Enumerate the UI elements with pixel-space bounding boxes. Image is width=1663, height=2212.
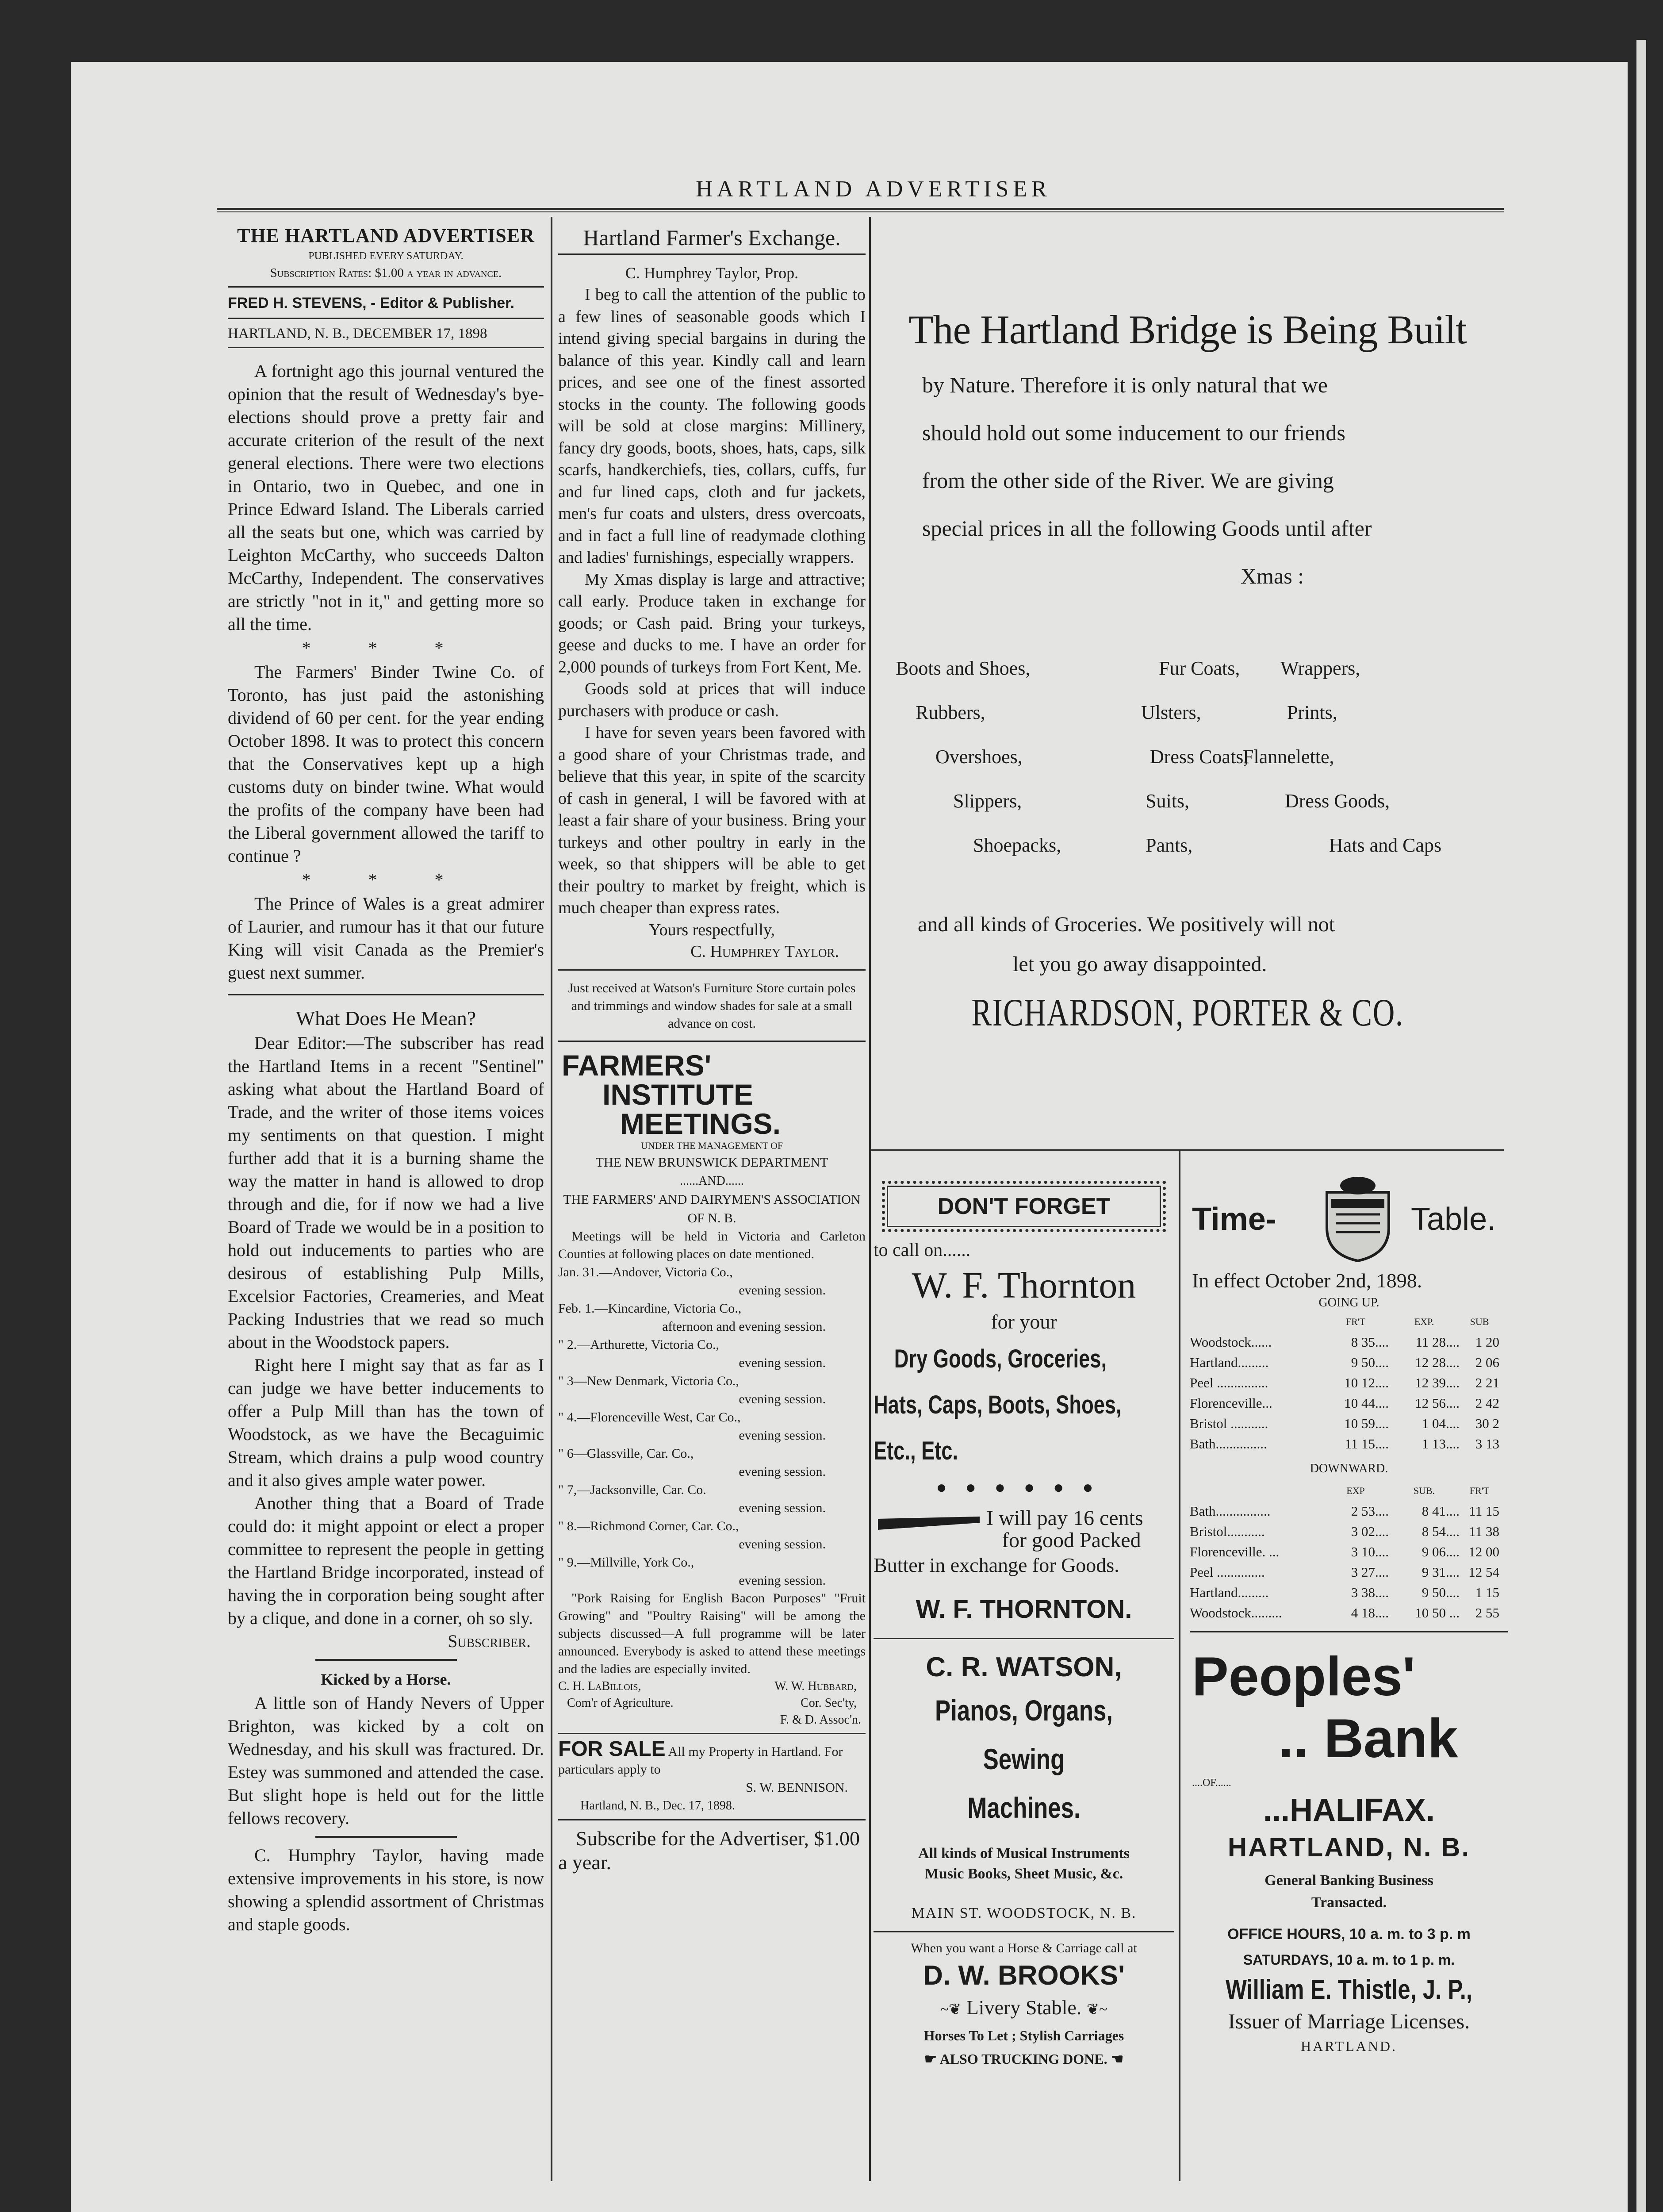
exchange-closing: Yours respectfully, [649, 920, 775, 939]
timetable-downward: DOWNWARD. [1310, 1462, 1388, 1475]
fim-meeting-date: " 9.—Millville, York Co., [558, 1555, 694, 1570]
rule [1190, 1631, 1508, 1632]
column-rule-2 [869, 217, 871, 2181]
timetable-station: Bath................ [1190, 1503, 1271, 1519]
brooks-trucking-line [874, 2047, 1174, 2071]
timetable-time: 3 13 [1475, 1436, 1499, 1452]
timetable-row [1190, 1603, 1499, 1623]
for-sale-title: FOR SALE [558, 1737, 666, 1761]
timetable-time: 1 20 [1475, 1334, 1499, 1350]
rule [874, 1931, 1174, 1932]
bridge-goods-item: Boots and Shoes, [896, 657, 1031, 679]
rule [228, 286, 544, 288]
bank-line-1: Peoples' [1192, 1646, 1416, 1707]
timetable-time: 12 54 [1468, 1564, 1499, 1580]
bank-city: ...HALIFAX. [1263, 1793, 1435, 1828]
timetable-time: 11 15.... [1345, 1436, 1389, 1452]
bank-line-2: .. Bank [1278, 1708, 1458, 1769]
brooks-stable-line [874, 1993, 1174, 2024]
fim-meeting-date: " 3—New Denmark, Victoria Co., [558, 1373, 739, 1388]
fim-intro: Meetings will be held in Victoria and Carleton Counties at following places on date mentioned. [558, 1229, 866, 1261]
fim-under: UNDER THE MANAGEMENT OF [640, 1140, 783, 1151]
fim-meeting-date: " 7,—Jacksonville, Car. Co. [558, 1482, 706, 1497]
timetable-time: 11 28.... [1415, 1334, 1460, 1350]
watson-name: C. R. WATSON, [926, 1652, 1122, 1682]
watson-line-2: Machines. [967, 1791, 1081, 1824]
fim-meeting-session: evening session. [739, 1536, 826, 1551]
column-2 [558, 223, 866, 1874]
timetable-station: Florenceville. ... [1190, 1544, 1280, 1559]
timetable-time: 2 06 [1475, 1355, 1499, 1370]
timetable-station: Bristol........... [1190, 1524, 1265, 1539]
bridge-goods-item: Flannelette, [1243, 746, 1334, 768]
timetable-time: 9 06.... [1422, 1544, 1460, 1559]
bank-hours-1: OFFICE HOURS, 10 a. m. to 3 p. m [1227, 1926, 1471, 1943]
editorial-bye-elections: A fortnight ago this journal ventured the opinion that the result of Wednesday's bye-elections should prove a pretty fair and accurate criterion of the result of the next general elections. There were two elections in Ontario, two in Quebec, and one in Prince Edward Island. The Liberals carried all the seats but one, which was carried by Leighton McCarthy, who succeeds Dalton McCarthy, Independent. The conservatives are strictly "not in it," and getting more so all the time. [228, 361, 544, 634]
dont-forget-text: DON'T FORGET [937, 1194, 1111, 1219]
letter-paragraph-1: Dear Editor:—The subscriber has read the Hartland Items in a recent "Sentinel" asking what about the Hartland Board of Trade, and the writer of those items voices my sentiments on that question. I might further add that it is a burning shame the way the matter in hand is allowed to drop through and die, for if now we had a live Board of Trade we would be in a position to hold out inducements to parties who are desirous of establishing Pulp Mills, Excelsior Factories, Creameries, and Meat Packing Industries that we read so much about in the Woodstock papers. [228, 1033, 544, 1352]
rule [228, 347, 544, 348]
timetable-time: 2 53.... [1351, 1503, 1389, 1519]
asterism: * * * [302, 870, 470, 890]
bridge-goods-item: Hats and Caps [1329, 834, 1442, 856]
fim-meeting-session: evening session. [739, 1500, 826, 1515]
rule [558, 969, 866, 971]
exchange-signature: C. Humphrey Taylor. [690, 942, 839, 961]
timetable-time: 10 50 ... [1415, 1605, 1460, 1621]
bank-business-1: General Banking Business [1264, 1872, 1433, 1889]
bridge-tail-1: and all kinds of Groceries. We positively will not [918, 913, 1335, 936]
fim-meeting-date: " 8.—Richmond Corner, Car. Co., [558, 1518, 739, 1533]
timetable-time: 11 38 [1469, 1524, 1499, 1539]
timetable-title-1: Time- [1192, 1202, 1276, 1237]
bridge-firm-name: RICHARDSON, PORTER & CO. [971, 991, 1404, 1034]
brooks-intro: When you want a Horse & Carriage call at [911, 1941, 1137, 1955]
bank-place: HARTLAND, N. B. [1227, 1832, 1471, 1862]
timetable-time: 12 39.... [1415, 1375, 1460, 1390]
fim-meeting-date: " 6—Glassville, Car. Co., [558, 1446, 694, 1461]
timetable-time: 2 55 [1475, 1605, 1499, 1621]
fim-sig-hubbard: W. W. Hubbard, [774, 1679, 857, 1693]
timetable-going-up-table [1190, 1312, 1499, 1454]
fim-meeting-date: Jan. 31.—Andover, Victoria Co., [558, 1264, 733, 1279]
timetable-time: 9 50.... [1422, 1585, 1460, 1600]
timetable-time: 2 42 [1475, 1395, 1499, 1411]
brooks-name: D. W. BROOKS' [923, 1960, 1125, 1991]
asterism: * * * [302, 638, 470, 658]
taylor-notice: C. Humphry Taylor, having made extensive improvements in his store, is now showing a splendid assortment of Christmas and staple goods. [228, 1845, 544, 1934]
fim-meeting-date: " 4.—Florenceville West, Car Co., [558, 1409, 741, 1425]
bridge-line-4: special prices in all the following Goods until after [922, 516, 1372, 541]
rule [228, 318, 544, 319]
butter-line-2: for good Packed [1002, 1528, 1141, 1552]
timetable-time: 1 04.... [1422, 1416, 1460, 1431]
bridge-goods-item: Prints, [1287, 702, 1337, 723]
bridge-goods-item: Ulsters, [1141, 702, 1201, 723]
adjacent-page-edge [1636, 40, 1646, 2212]
tt-up-col-3: SUB [1470, 1316, 1489, 1327]
for-sale-text: All my Property in Hartland. For particulars apply to [558, 1744, 843, 1777]
bridge-goods-item: Fur Coats, [1159, 657, 1240, 679]
fim-meeting-session: evening session. [739, 1355, 826, 1370]
bridge-ad-bottom-rule [871, 1149, 1504, 1151]
pointing-arrow-icon [878, 1517, 980, 1534]
timetable-station: Woodstock...... [1190, 1334, 1272, 1350]
timetable-row [1190, 1332, 1499, 1352]
published-line: PUBLISHED EVERY SATURDAY. [308, 250, 464, 262]
fim-sig-labillois: C. H. LaBillois, [558, 1679, 641, 1693]
timetable-time: 12 56.... [1415, 1395, 1460, 1411]
heading-what-does-he-mean: What Does He Mean? [295, 1007, 476, 1029]
bullet-row: ●●●●●● [936, 1477, 1112, 1497]
ornament-icon: ~❦ [940, 2001, 962, 2018]
timetable-station: Woodstock......... [1190, 1605, 1282, 1621]
bridge-ad-tail [874, 902, 1502, 1044]
timetable-time: 10 59.... [1344, 1416, 1389, 1431]
thornton-goods-1: Dry Goods, Groceries, [894, 1344, 1107, 1373]
dont-forget-banner [887, 1186, 1161, 1227]
thornton-name: W. F. Thornton [912, 1265, 1136, 1306]
ornament-icon: ❦~ [1086, 2001, 1107, 2018]
timetable-row [1190, 1521, 1499, 1542]
tt-down-col-1: EXP [1346, 1485, 1365, 1496]
rule [558, 1041, 866, 1042]
editor-line: FRED H. STEVENS, - Editor & Publisher. [228, 295, 514, 311]
fim-meeting-session: evening session. [739, 1283, 826, 1298]
subscribe-notice: Subscribe for the Advertiser, $1.00 a year. [558, 1827, 860, 1874]
timetable-time: 10 12.... [1344, 1375, 1389, 1390]
timetable-station: Peel ............... [1190, 1375, 1268, 1390]
fim-and: ......AND...... [680, 1174, 744, 1188]
fim-meeting-session: afternoon and evening session. [662, 1319, 826, 1334]
bridge-goods-item: Slippers, [953, 790, 1022, 812]
bank-of: ....OF...... [1192, 1777, 1231, 1789]
bridge-title: The Hartland Bridge is Being Built [908, 307, 1467, 352]
paper-name: THE HARTLAND ADVERTISER [237, 225, 535, 246]
column-4 [874, 1186, 1174, 2071]
bridge-ad [874, 305, 1502, 600]
column-rule-3 [1179, 1150, 1180, 2181]
letter-paragraph-2: Right here I might say that as far as I can judge we have better inducements to offer a Pulp Mill than has the town of Woodstock, as we have the Becaguimic Stream, which drains a pulp wood country and it also gives ample water power. [228, 1355, 544, 1490]
thornton-goods-2: Hats, Caps, Boots, Shoes, [874, 1390, 1122, 1419]
timetable-station: Peel .............. [1190, 1564, 1265, 1580]
fim-meeting-session: evening session. [739, 1428, 826, 1443]
masthead: HARTLAND ADVERTISER [696, 177, 1051, 202]
watson-line-3: All kinds of Musical Instruments [918, 1845, 1130, 1862]
tt-down-col-2: SUB. [1413, 1485, 1435, 1496]
bridge-goods-item: Dress Coats, [1150, 746, 1249, 768]
bridge-goods-item: Rubbers, [916, 702, 985, 723]
thornton-for: for your [991, 1310, 1057, 1333]
timetable-title-2: Table. [1411, 1202, 1496, 1237]
masthead-rule-thin [217, 211, 1504, 212]
rule [315, 1659, 457, 1661]
timetable-going-up: GOING UP. [1318, 1296, 1379, 1310]
timetable-time: 12 28.... [1415, 1355, 1460, 1370]
timetable-station: Bath............... [1190, 1436, 1267, 1452]
timetable-time: 1 13.... [1422, 1436, 1460, 1452]
watson-line-1: Pianos, Organs, Sewing [935, 1694, 1113, 1775]
timetable-time: 8 35.... [1351, 1334, 1389, 1350]
bridge-line-3: from the other side of the River. We are giving [922, 468, 1334, 493]
timetable-row [1190, 1352, 1499, 1373]
letter-signature: Subscriber. [448, 1631, 531, 1651]
railway-crest-icon [1318, 1175, 1398, 1263]
butter-line-1: I will pay 16 cents [986, 1506, 1143, 1530]
bank-hours-2: SATURDAYS, 10 a. m. to 1 p. m. [1243, 1952, 1455, 1968]
rule [558, 1819, 866, 1820]
timetable-time: 3 38.... [1351, 1585, 1389, 1600]
fim-sig-secretary: Cor. Sec'ty, [801, 1696, 857, 1710]
timetable-time: 30 2 [1475, 1416, 1499, 1431]
timetable-row [1190, 1582, 1499, 1603]
watson-address: MAIN ST. WOODSTOCK, N. B. [911, 1905, 1137, 1921]
bridge-tail-2: let you go away disappointed. [1013, 952, 1267, 976]
butter-line-3: Butter in exchange for Goods. [874, 1554, 1119, 1576]
bridge-line-5: Xmas : [1241, 564, 1304, 588]
brooks-stable: Livery Stable. [966, 1996, 1082, 2019]
heading-kicked-by-horse: Kicked by a Horse. [321, 1671, 451, 1688]
timetable-row [1190, 1501, 1499, 1521]
timetable-time: 9 50.... [1351, 1355, 1389, 1370]
bridge-goods-item: Wrappers, [1280, 657, 1360, 679]
fim-meeting-date: " 2.—Arthurette, Victoria Co., [558, 1337, 719, 1352]
timetable-row [1190, 1542, 1499, 1562]
pointing-hand-icon: ☛ [924, 2051, 940, 2067]
fim-meeting-session: evening session. [739, 1464, 826, 1479]
tt-down-col-3: FR'T [1469, 1485, 1490, 1496]
bank-business-2: Transacted. [1311, 1894, 1387, 1911]
thistle-name: William E. Thistle, J. P., [1225, 1974, 1473, 2005]
thistle-issuer: Issuer of Marriage Licenses. [1228, 2010, 1470, 2033]
thornton-name-2: W. F. THORNTON. [916, 1595, 1132, 1624]
brooks-hire: Horses To Let ; Stylish Carriages [923, 2028, 1124, 2043]
exchange-heading: Hartland Farmer's Exchange. [583, 225, 841, 250]
thistle-town: HARTLAND. [1300, 2038, 1398, 2054]
rule [874, 1638, 1174, 1639]
exchange-p4: I have for seven years been favored with a good share of your Christmas trade, and believe that this year, in spite of the scarcity of cash in general, I will be favored with at least a fair share of your business. Bring your turkeys and other poultry in early in the week, so that shippers will be able to get their poultry to market by freight, which is much cheaper than express rates. [558, 723, 866, 917]
timetable-downward-table [1190, 1481, 1499, 1623]
bridge-goods-item: Pants, [1146, 834, 1193, 856]
letter-paragraph-3: Another thing that a Board of Trade could do: it might appoint or elect a proper committee to represent the people in getting the Hartland Bridge incorporated, instead of having the in corporation being sought after by a clique, and done in a corner, oh so sly. [228, 1493, 544, 1628]
thornton-call: to call on...... [874, 1240, 971, 1260]
rule [228, 994, 544, 995]
timetable-time: 8 54.... [1422, 1524, 1460, 1539]
exchange-proprietor: C. Humphrey Taylor, Prop. [625, 264, 799, 282]
fim-meeting-date: Feb. 1.—Kincardine, Victoria Co., [558, 1301, 742, 1316]
column-1 [228, 223, 544, 1936]
column-5 [1190, 1175, 1508, 2056]
bridge-line-2: should hold out some inducement to our friends [922, 420, 1345, 445]
thornton-goods-3: Etc., Etc. [874, 1436, 958, 1465]
dateline: HARTLAND, N. B., DECEMBER 17, 1898 [228, 326, 487, 342]
fim-title-2: INSTITUTE [602, 1078, 753, 1111]
rule [558, 1733, 866, 1734]
timetable-time: 10 44.... [1344, 1395, 1389, 1411]
bridge-line-1: by Nature. Therefore it is only natural that we [922, 373, 1328, 397]
timetable-time: 3 02.... [1351, 1524, 1389, 1539]
timetable-time: 9 31.... [1422, 1564, 1460, 1580]
kicked-by-horse-text: A little son of Handy Nevers of Upper Brighton, was kicked by a colt on Wednesday, and his skull was fractured. Dr. Estey was summoned and attended the case. But slight hope is held out for the little fellows recovery. [228, 1693, 544, 1828]
editorial-prince-of-wales: The Prince of Wales is a great admirer of Laurier, and rumour has it that our future King will visit Canada as the Premier's guest next summer. [228, 894, 544, 983]
timetable-station: Hartland......... [1190, 1585, 1269, 1600]
watson-line-4: Music Books, Sheet Music, &c. [924, 1866, 1123, 1882]
tt-up-col-1: FR'T [1345, 1316, 1366, 1327]
timetable-time: 11 15 [1469, 1503, 1499, 1519]
bridge-goods-item: Dress Goods, [1285, 790, 1390, 812]
masthead-rule [217, 208, 1504, 210]
fim-sig-association: F. & D. Assoc'n. [780, 1713, 861, 1727]
timetable-time: 1 15 [1475, 1585, 1499, 1600]
timetable-row [1190, 1434, 1499, 1454]
subscription-line: Subscription Rates: $1.00 a year in advance. [270, 266, 502, 280]
timetable-row [1190, 1393, 1499, 1413]
for-sale-date: Hartland, N. B., Dec. 17, 1898. [580, 1798, 735, 1813]
watson-furniture-note: Just received at Watson's Furniture Store curtain poles and trimmings and window shades for sale at a small advance on cost. [568, 980, 856, 1031]
timetable-time: 12 00 [1468, 1544, 1499, 1559]
editorial-binder-twine: The Farmers' Binder Twine Co. of Toronto, has just paid the astonishing dividend of 60 per cent. for the year ending October 1898. It was to protect this concern that the Conservatives kept up a high customs duty on binder twine. What would the profits of the company have been had the Liberal government allowed the tariff to continue ? [228, 662, 544, 866]
fim-title-3: MEETINGS. [620, 1107, 781, 1140]
bridge-goods-item: Suits, [1146, 790, 1190, 812]
rule [558, 253, 866, 255]
timetable-station: Hartland......... [1190, 1355, 1269, 1370]
tt-up-col-2: EXP. [1414, 1316, 1434, 1327]
timetable-time: 2 21 [1475, 1375, 1499, 1390]
timetable-station: Florenceville... [1190, 1395, 1272, 1411]
fim-topics: "Pork Raising for English Bacon Purposes" "Fruit Growing" and "Poultry Raising" will be among the subjects discussed—A full programme will be later announced. Everybody is asked to attend these meetings and the ladies are especially invited. [558, 1590, 866, 1676]
bridge-goods-item: Overshoes, [935, 746, 1023, 768]
fim-title-1: FARMERS' [562, 1048, 712, 1082]
timetable-time: 3 27.... [1351, 1564, 1389, 1580]
fim-meeting-list [558, 1263, 866, 1590]
timetable-row [1190, 1373, 1499, 1393]
fim-department: THE NEW BRUNSWICK DEPARTMENT [595, 1155, 828, 1170]
fim-sig-commissioner: Com'r of Agriculture. [567, 1696, 674, 1710]
exchange-p2: My Xmas display is large and attractive; call early. Produce taken in exchange for goods; or Cash paid. Bring your turkeys, geese and ducks to me. I have an order for 2,000 pounds of turkeys from Fort Kent, Me. [558, 570, 866, 676]
fim-meeting-session: evening session. [739, 1391, 826, 1406]
column-rule-1 [551, 217, 552, 2181]
exchange-p1: I beg to call the attention of the public to a few lines of seasonable goods which I intend giving special bargains in during the balance of this year. Kindly call and learn prices, and see one of the finest assorted stocks in the county. The following goods will be sold at close margins: Millinery, fancy dry goods, boots, shoes, hats, caps, silk scarfs, handkerchiefs, ties, collars, cuffs, fur and fur lined caps, cloth and fur jackets, men's fur coats and ulsters, dress overcoats, and in fact a full line of readymade clothing and ladies' furnishings, especially wrappers. [558, 285, 866, 567]
exchange-p3: Goods sold at prices that will induce purchasers with produce or cash. [558, 680, 866, 720]
fim-meeting-session: evening session. [739, 1573, 826, 1588]
timetable-row [1190, 1562, 1499, 1582]
timetable-effect: In effect October 2nd, 1898. [1192, 1269, 1422, 1292]
brooks-trucking: ALSO TRUCKING DONE. [939, 2051, 1107, 2067]
bridge-goods-item: Shoepacks, [973, 834, 1061, 856]
pointing-hand-icon: ☚ [1107, 2051, 1124, 2067]
timetable-station: Bristol ........... [1190, 1416, 1268, 1431]
timetable-time: 3 10.... [1351, 1544, 1389, 1559]
rule [315, 1836, 457, 1838]
fim-association: THE FARMERS' AND DAIRYMEN'S ASSOCIATION OF N. B. [563, 1192, 861, 1225]
timetable-row [1190, 1413, 1499, 1434]
for-sale-name: S. W. BENNISON. [746, 1780, 848, 1795]
timetable-time: 8 41.... [1422, 1503, 1460, 1519]
timetable-time: 4 18.... [1351, 1605, 1389, 1621]
